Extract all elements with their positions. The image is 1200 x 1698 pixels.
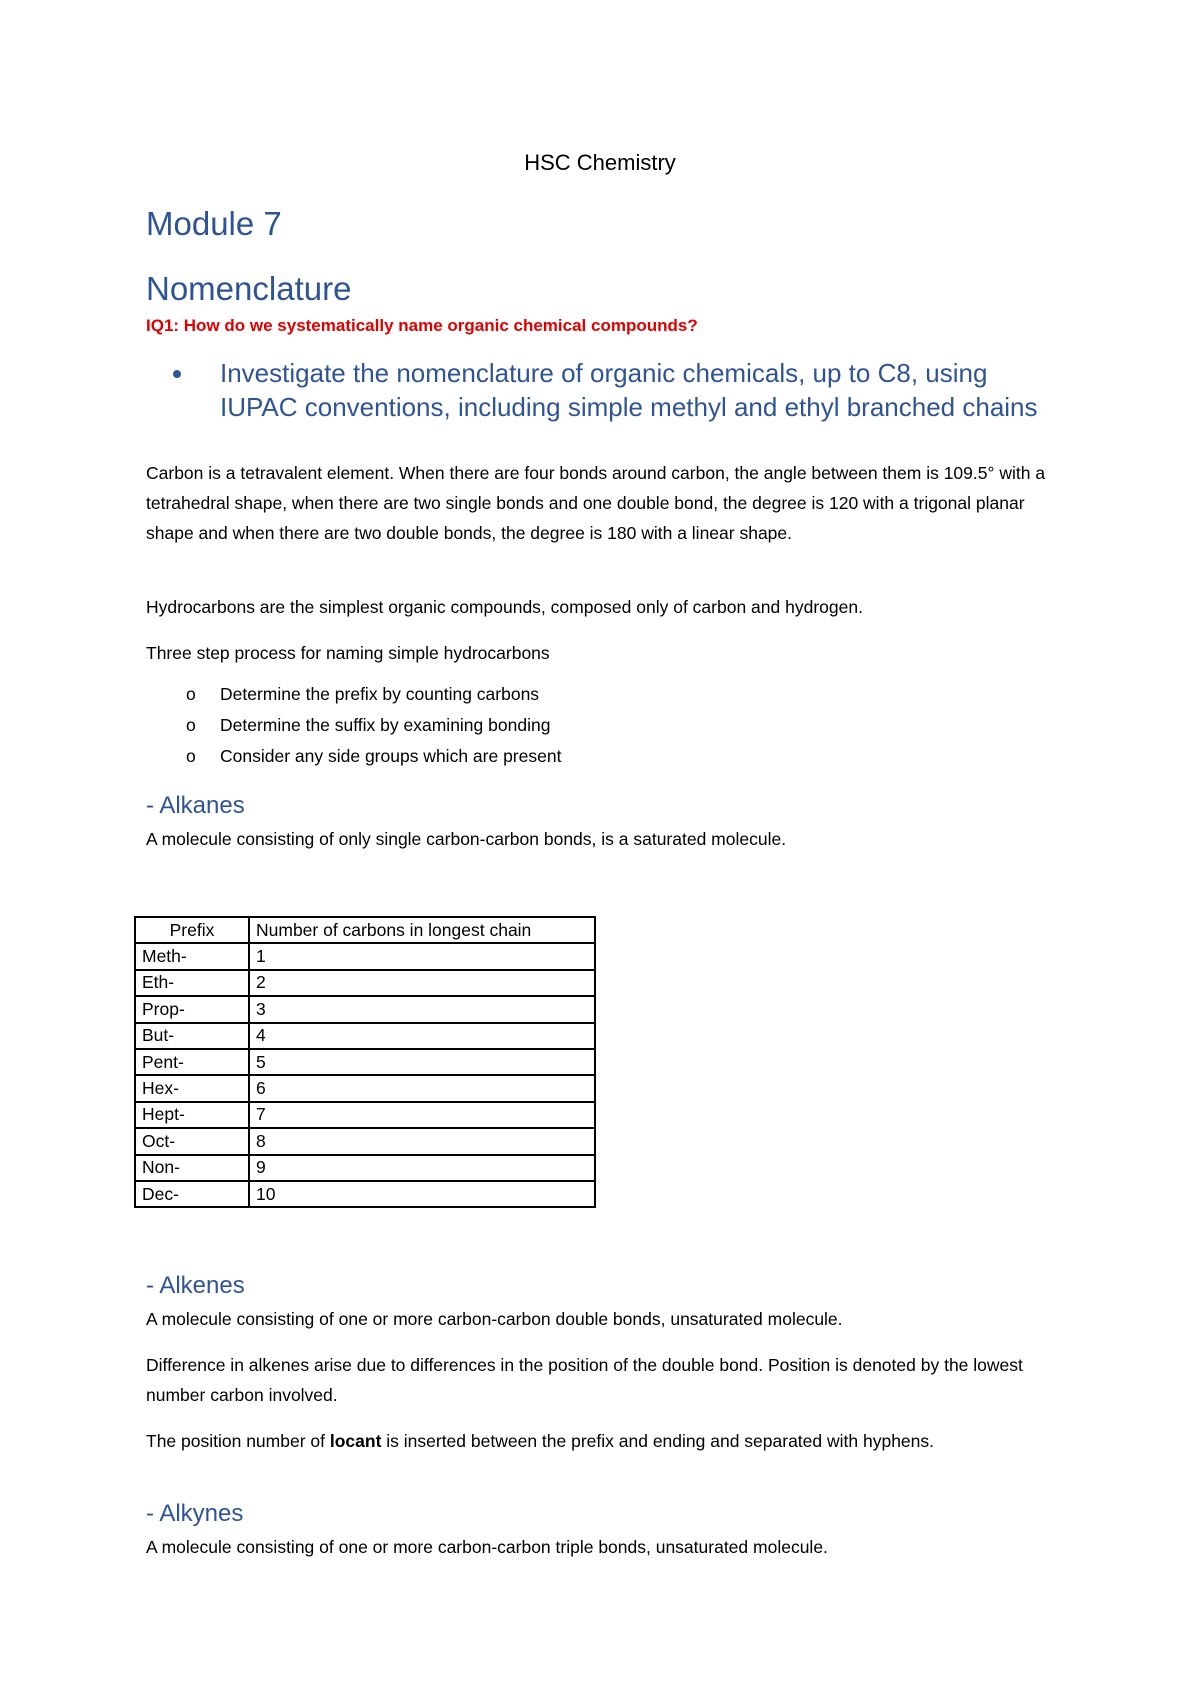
section-heading: Nomenclature [146,270,352,307]
locant-text-after: is inserted between the prefix and ending and separated with hyphens. [381,1431,934,1451]
table-cell: Eth- [135,970,249,996]
alkanes-heading: - Alkanes [146,792,245,819]
table-header-row [135,917,595,943]
table-cell: Prop- [135,996,249,1022]
syllabus-bullet-text: Investigate the nomenclature of organic chemicals, up to C8, using IUPAC conventions, including simple methyl and ethyl branched chains [220,358,1038,422]
locant-term: locant [329,1431,382,1451]
table-cell: 3 [249,996,595,1022]
table-cell: But- [135,1023,249,1049]
alkenes-difference-paragraph: Difference in alkenes arise due to differences in the position of the double bond. Position is denoted by the lowest number carbon involved. [146,1355,1023,1405]
table-row [135,1023,595,1049]
module-heading: Module 7 [146,205,282,242]
list-marker: o [186,684,196,704]
table-cell: 2 [249,970,595,996]
table-cell: 6 [249,1075,595,1101]
table-cell: Pent- [135,1049,249,1075]
table-header-number: Number of carbons in longest chain [249,917,595,943]
list-item-text: Consider any side groups which are present [220,746,562,766]
alkynes-paragraph: A molecule consisting of one or more carbon-carbon triple bonds, unsaturated molecule. [146,1537,828,1557]
inquiry-question: IQ1: How do we systematically name organic chemical compounds? [146,316,698,335]
table-row [135,1075,595,1101]
alkenes-heading: - Alkenes [146,1272,245,1299]
table-cell: 9 [249,1155,595,1181]
locant-text-before: The position number of [146,1431,330,1451]
table-cell: 1 [249,943,595,969]
alkanes-paragraph: A molecule consisting of only single carbon-carbon bonds, is a saturated molecule. [146,829,787,849]
list-marker: o [186,746,196,766]
carbon-paragraph: Carbon is a tetravalent element. When there are four bonds around carbon, the angle between them is 109.5° with a tetrahedral shape, when there are two single bonds and one double bond, the degree is 120 with a trigonal planar shape and when there are two double bonds, the degree is 180 with a linear shape. [146,463,1046,543]
table-row [135,1181,595,1207]
table-cell: 8 [249,1128,595,1154]
bullet-dot-icon [173,370,181,378]
table-cell: 4 [249,1023,595,1049]
syllabus-bullet [178,356,1058,424]
list-item-text: Determine the prefix by counting carbons [220,684,540,704]
alkenes-paragraph: A molecule consisting of one or more carbon-carbon double bonds, unsaturated molecule. [146,1309,843,1329]
table-row [135,1102,595,1128]
list-item-text: Determine the suffix by examining bonding [220,715,551,735]
table-header-prefix: Prefix [135,917,249,943]
list-item [146,684,539,705]
table-row [135,1155,595,1181]
table-row [135,1128,595,1154]
list-marker: o [186,715,196,735]
table-cell: Hept- [135,1102,249,1128]
list-item [146,746,561,767]
table-cell: Meth- [135,943,249,969]
table-row [135,996,595,1022]
list-item [146,715,550,736]
alkenes-locant-paragraph [146,1426,1066,1456]
hydrocarbons-paragraph: Hydrocarbons are the simplest organic compounds, composed only of carbon and hydrogen. [146,597,863,617]
table-cell: Hex- [135,1075,249,1101]
table-cell: 5 [249,1049,595,1075]
table-row [135,1049,595,1075]
table-cell: Oct- [135,1128,249,1154]
table-cell: 7 [249,1102,595,1128]
three-step-paragraph: Three step process for naming simple hydrocarbons [146,643,550,663]
table-cell: Dec- [135,1181,249,1207]
prefix-table [134,916,596,1208]
alkynes-heading: - Alkynes [146,1500,244,1527]
table-row [135,970,595,996]
table-row [135,943,595,969]
table-cell: Non- [135,1155,249,1181]
document-title: HSC Chemistry [524,150,676,175]
table-cell: 10 [249,1181,595,1207]
